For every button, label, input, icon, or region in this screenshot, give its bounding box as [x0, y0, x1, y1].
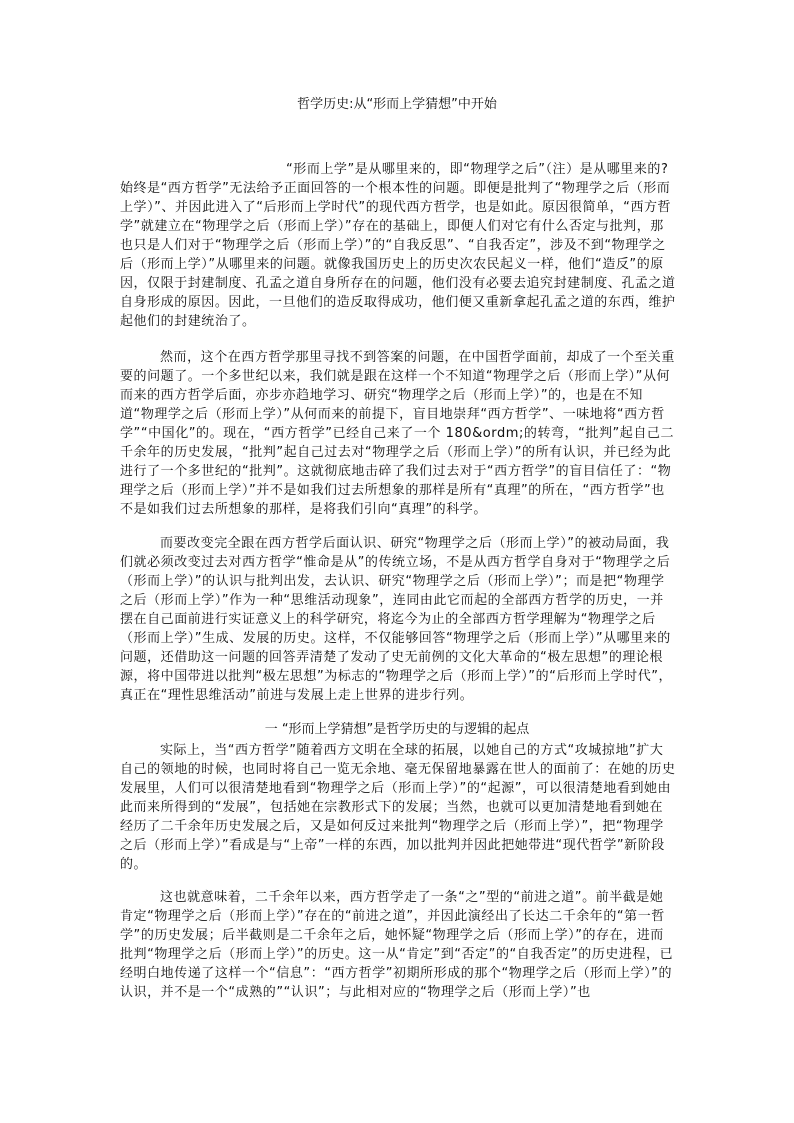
- paragraph-1: [120, 160, 676, 331]
- paragraph-2: 然而，这个在西方哲学那里寻找不到答案的问题，在中国哲学面前，却成了一个至关重要的问题了。一个多世纪以来，我们就是跟在这样一个不知道“物理学之后（形而上学）”从何而来的西方哲学后面，亦步亦趋地学习、研究“物理学之后（形而上学）”的，也是在不知道“物理学之后（形而上学）”从何而来的前提下，盲目地崇拜“西方哲学”、一味地将“西方哲学”“中国化”的。现在，“西方哲学”已经自己来了一个 180&ordm;的转弯，“批判”起自己二千余年的历史发展，“批判”起自己过去对“物理学之后（形而上学）”的所有认识，并已经为此进行了一个多世纪的“批判”。这就彻底地击碎了我们过去对于“西方哲学”的盲目信任了：“物理学之后（形而上学）”并不是如我们过去所想象的那样是所有“真理”的所在，“西方哲学”也不是如我们过去所想象的那样，是将我们引向“真理”的科学。: [120, 350, 675, 517]
- paragraph-1-text: 始终是“西方哲学”无法给予正面回答的一个根本性的问题。即便是批判了“物理学之后（形而上学）”、并因此进入了“后形而上学时代”的现代西方哲学，也是如此。原因很简单，“西方哲学”就建立在“物理学之后（形而上学）”存在的基础上，即便人们对它有什么否定与批判，那也只是人们对于“物理学之后（形而上学）”的“自我反思”、“自我否定”，涉及不到“物理学之后（形而上学）”从哪里来的问题。就像我国历史上的历史次农民起义一样，他们“造反”的原因，仅限于封建制度、孔孟之道自身所存在的问题，他们没有必要去追究封建制度、孔孟之道自身形成的原因。因此，一旦他们的造反取得成功，他们便又重新拿起孔孟之道的东西，维护起他们的封建统治了。: [120, 181, 676, 329]
- paragraph-5: 这也就意味着，二千余年以来，西方哲学走了一条“之”型的“前进之道”。前半截是她肯定“物理学之后（形而上学）”存在的“前进之道”，并因此演经出了长达二千余年的“第一哲学”的历史发展；后半截则是二千余年之后，她怀疑“物理学之后（形而上学）”的存在，进而批判“物理学之后（形而上学）”的历史。这一从“肯定”到“否定”的“自我否定”的历史进程，已经明白地传递了这样一个“信息”：“西方哲学”初期所形成的那个“物理学之后（形而上学）”的认识，并不是一个“成熟的”“认识”；与此相对应的“物理学之后（形而上学）”也: [120, 890, 674, 1000]
- section-heading: 一 “形而上学猜想”是哲学历史的与逻辑的起点: [264, 722, 530, 737]
- paragraph-4: 实际上，当“西方哲学”随着西方文明在全球的拓展，以她自己的方式“攻城掠地”扩大自己的领地的时候，也同时将自己一览无余地、毫无保留地暴露在世人的面前了：在她的历史发展里，人们可以很清楚地看到“物理学之后（形而上学）”的“起源”，可以很清楚地看到她由此而来所得到的“发展”，包括她在宗教形式下的发展；当然，也就可以更加清楚地看到她在经历了二千余年历史发展之后，又是如何反过来批判“物理学之后（形而上学）”，把“物理学之后（形而上学）”看成是与“上帝”一样的东西，加以批判并因此把她带进“现代哲学”新阶段的。: [120, 743, 676, 872]
- document-title: 哲学历史:从“形而上学猜想”中开始: [297, 97, 497, 112]
- paragraph-1-first-line: “形而上学”是从哪里来的，即“物理学之后”（注）是从哪里来的?: [286, 162, 669, 177]
- paragraph-3: 而要改变完全跟在西方哲学后面认识、研究“物理学之后（形而上学）”的被动局面，我们就必须改变过去对西方哲学“惟命是从”的传统立场，不是从西方哲学自身对于“物理学之后（形而上学）”的认识与批判出发，去认识、研究“物理学之后（形而上学）”；而是把“物理学之后（形而上学）”作为一种“思维活动现象”，连同由此它而起的全部西方哲学的历史，一并摆在自己面前进行实证意义上的科学研究，将迄今为止的全部西方哲学理解为“物理学之后（形而上学）”生成、发展的历史。这样，不仅能够回答“物理学之后（形而上学）”从哪里来的问题，还借助这一问题的回答弄清楚了发动了史无前例的文化大革命的“极左思想”的理论根源，将中国带进以批判“极左思想”为标志的“物理学之后（形而上学）”的“后形而上学时代”，真正在“理性思维活动”前进与发展上走上世界的进步行列。: [120, 536, 673, 703]
